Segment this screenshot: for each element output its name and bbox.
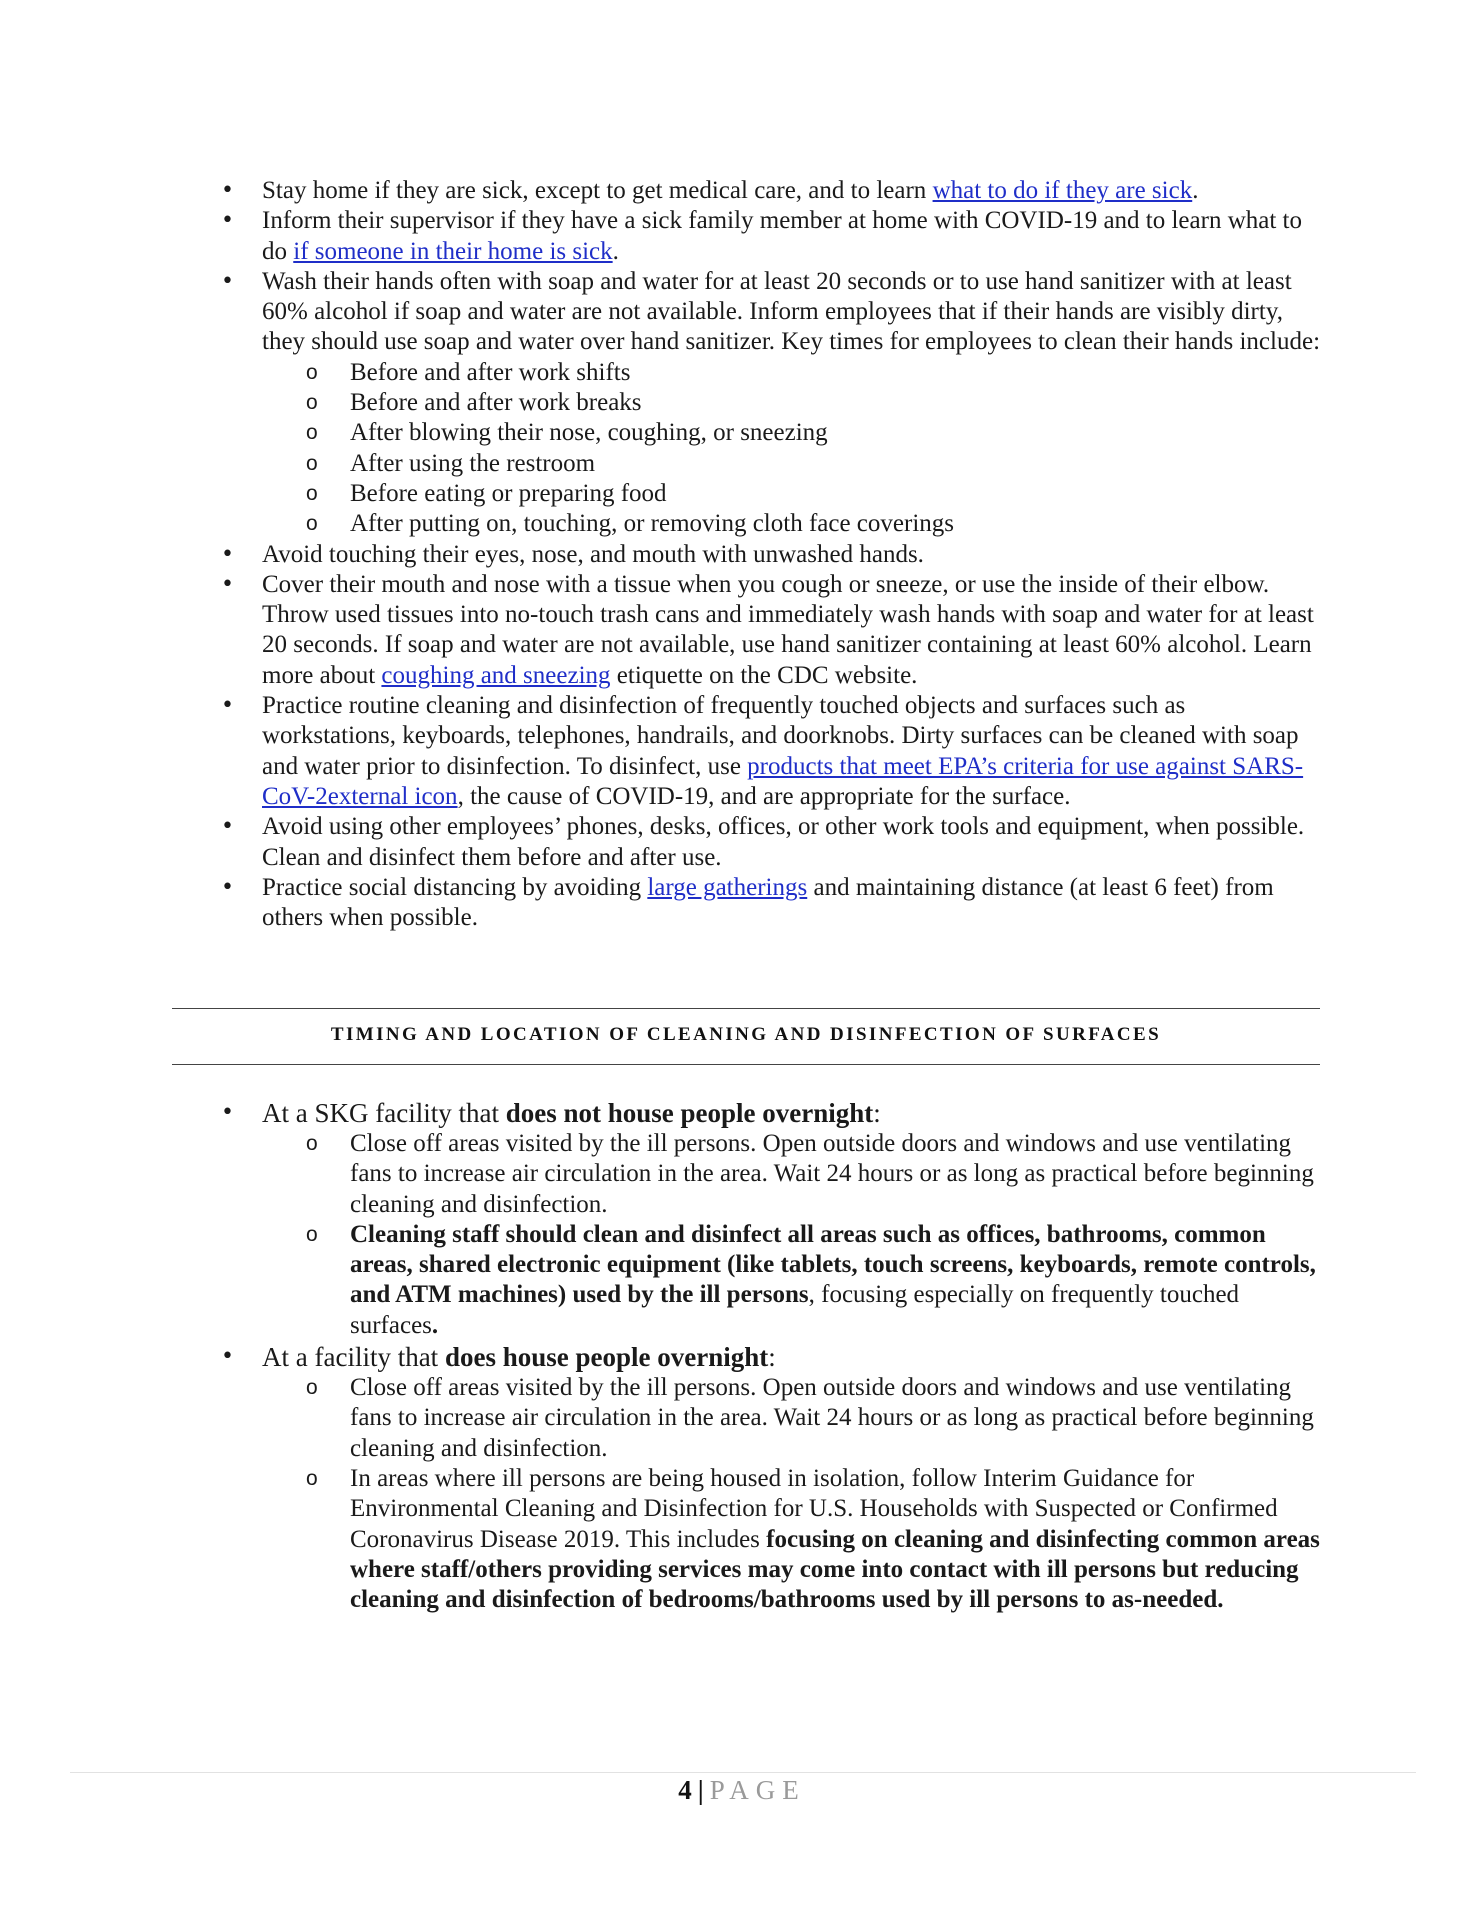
- bullet-text: Stay home if they are sick, except to get medical care, and to learn: [262, 177, 933, 204]
- page-number: 4: [678, 1775, 692, 1805]
- bullet-text: Avoid touching their eyes, nose, and mouth with unwashed hands.: [262, 540, 924, 568]
- bullet-text-tail: :: [768, 1342, 776, 1373]
- bullet-text-tail: .: [612, 237, 619, 265]
- bullet-item: [172, 691, 1322, 812]
- bullet-text-tail: :: [873, 1098, 881, 1128]
- bullet-text: Wash their hands often with soap and water for at least 20 seconds or to use hand sanitizer with at least 60% alcohol if soap and water are not available. Inform employees that if their hands are visibly dirty, they should use soap and water over hand sanitizer. Key times for employees to clean their hands include:: [262, 267, 1321, 356]
- sub-item: o Before and after work shifts: [262, 358, 1322, 388]
- bullet-text: At a SKG facility that: [262, 1098, 506, 1128]
- heading-top-rule: [172, 1008, 1320, 1009]
- sub-item-bold-text: Cleaning staff should clean and disinfect all areas such as offices, bathrooms, common areas, shared electronic equipment (like tablets, touch screens, keyboards, remote controls, and ATM machines) used by the ill persons: [350, 1220, 1316, 1309]
- bullet-item: [172, 176, 1322, 206]
- sub-item: [262, 1220, 1322, 1341]
- bullet-item: [172, 812, 1322, 873]
- bullet-text-tail: etiquette on the CDC website.: [610, 661, 918, 689]
- bullet-item: [172, 873, 1322, 934]
- bullet-text: Practice social distancing by avoiding: [262, 873, 648, 901]
- page-label: PAGE: [709, 1775, 806, 1805]
- sub-item-end: .: [431, 1311, 439, 1339]
- sub-item: o Before and after work breaks: [262, 388, 1322, 418]
- heading-bottom-rule: [172, 1064, 1320, 1065]
- bullet-item: [172, 267, 1322, 540]
- bullet-text: Cover their mouth and nose with a tissue when you cough or sneeze, or use the inside of their elbow. Throw used tissues into no-touch trash cans and immediately wash hands with soap and water for at least 20 seconds. If soap and water are not available, use hand sanitizer containing at least 60% alcohol. Learn more about: [262, 570, 1314, 689]
- bullet-bold-text: does house people overnight: [444, 1342, 769, 1373]
- cleaning-timing-list: [172, 1097, 1322, 1615]
- bullet-text-tail: , the cause of COVID-19, and are appropriate for the surface.: [457, 782, 1071, 810]
- sub-item: o After blowing their nose, coughing, or sneezing: [262, 418, 1322, 448]
- sub-item: o Close off areas visited by the ill persons. Open outside doors and windows and use ventilating fans to increase air circulation in the area. Wait 24 hours or as long as practical before beginning cleaning and disinfection.: [262, 1373, 1322, 1464]
- bullet-bold-text: does not house people overnight: [505, 1098, 874, 1128]
- what-to-do-if-sick-link[interactable]: what to do if they are sick: [932, 177, 1193, 204]
- someone-in-home-sick-link[interactable]: if someone in their home is sick: [293, 237, 613, 265]
- sub-item-text: In areas where ill persons are being housed in isolation, follow Interim Guidance for Environmental Cleaning and Disinfection for U.S. Households with Suspected or Confirmed Coronavirus Disease 2019. This includes: [350, 1464, 1278, 1553]
- bullet-text: Practice routine cleaning and disinfection of frequently touched objects and surfaces such as workstations, keyboards, telephones, handrails, and doorknobs. Dirty surfaces can be cleaned with soap and water prior to disinfection. To disinfect, use: [262, 692, 1299, 780]
- epa-criteria-link[interactable]: products that meet EPA’s criteria for use against SARS-CoV-2external icon: [262, 752, 1304, 810]
- hand-washing-times-list: [262, 358, 1322, 540]
- bullet-text-tail: .: [1192, 177, 1199, 204]
- coughing-and-sneezing-link[interactable]: coughing and sneezing: [381, 661, 611, 689]
- sub-item: [262, 1464, 1322, 1615]
- sub-item-bold-text: focusing on cleaning and disinfecting common areas where staff/others providing services may come into contact with ill persons but reducing cleaning and disinfection of bedrooms/bathrooms used by ill persons to as-needed.: [350, 1525, 1320, 1614]
- overnight-sub-list: [172, 1373, 1322, 1615]
- footer-rule: [70, 1772, 1416, 1773]
- sub-item-text: , focusing especially on frequently touched surfaces: [350, 1281, 1240, 1339]
- sub-item: o After putting on, touching, or removing cloth face coverings: [262, 509, 1322, 539]
- sub-item: o After using the restroom: [262, 449, 1322, 479]
- page-separator: |: [697, 1775, 704, 1805]
- bullet-item: [172, 570, 1322, 691]
- bullet-item: [172, 206, 1322, 267]
- bullet-item: [172, 540, 1322, 570]
- sub-item: o Before eating or preparing food: [262, 479, 1322, 509]
- sub-item: o Close off areas visited by the ill persons. Open outside doors and windows and use ventilating fans to increase air circulation in the area. Wait 24 hours or as long as practical before beginning cleaning and disinfection.: [262, 1129, 1322, 1220]
- employee-guidance-list: [172, 176, 1322, 933]
- bullet-item: [172, 1341, 1322, 1373]
- bullet-text: At a facility that: [262, 1342, 445, 1373]
- bullet-text: Avoid using other employees’ phones, desks, offices, or other work tools and equipment, when possible. Clean and disinfect them before and after use.: [262, 813, 1305, 871]
- bullet-text: Inform their supervisor if they have a sick family member at home with COVID-19 and to learn what to do: [262, 207, 1302, 265]
- bullet-text-tail: and maintaining distance (at least 6 feet) from others when possible.: [262, 873, 1274, 932]
- bullet-item: [172, 1097, 1322, 1129]
- section-heading: TIMING AND LOCATION OF CLEANING AND DISINFECTION OF SURFACES: [330, 1024, 1162, 1045]
- no-overnight-sub-list: [172, 1129, 1322, 1341]
- large-gatherings-link[interactable]: large gatherings: [647, 873, 808, 901]
- page-footer: [0, 1774, 1484, 1806]
